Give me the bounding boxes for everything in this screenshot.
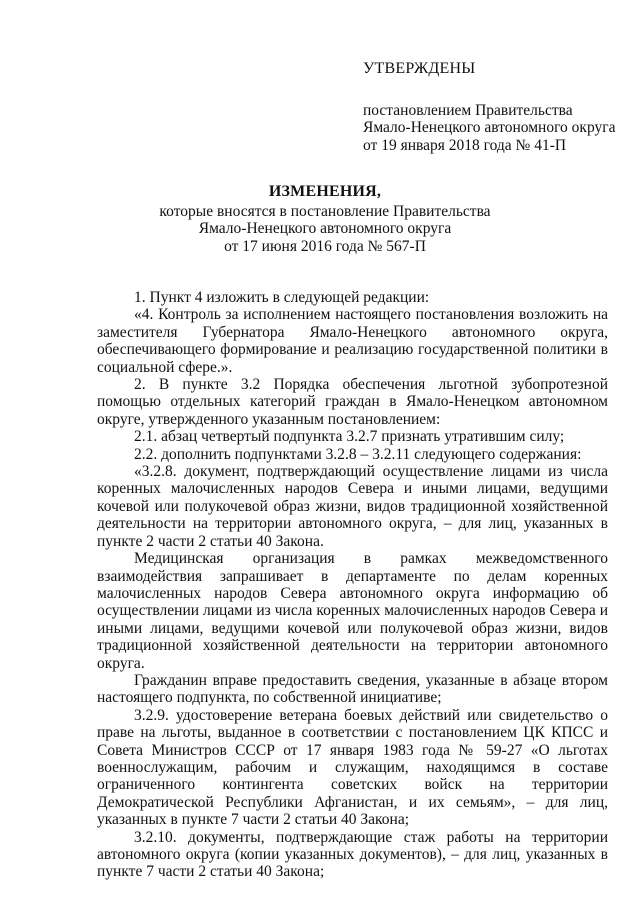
title-line-1: которые вносятся в постановление Правительства	[159, 202, 491, 220]
paragraph-4: 2.1. абзац четвертый подпункта 3.2.7 признать утратившим силу;	[134, 428, 565, 446]
approval-line-3: от 19 января 2018 года № 41-П	[363, 136, 567, 154]
title-main: ИЗМЕНЕНИЯ,	[268, 183, 382, 200]
paragraph-10: 3.2.10. документы, подтверждающие стаж работы на территории автономного округа (копии указанных документов), – для лиц, указанных в пункте 7 части 2 статьи 40 Закона;	[97, 828, 608, 881]
paragraph-6: «3.2.8. документ, подтверждающий осуществление лицами из числа коренных малочисленных народов Севера и иными лицами, ведущими кочевой или полукочевой образ жизни, видов традиционной хозяйственной деятельности на территории автономного округа, – для лиц, указанных в пункте 2 части 2 статьи 40 Закона.	[97, 463, 608, 550]
approval-heading: УТВЕРЖДЕНЫ	[363, 60, 476, 77]
paragraph-5: 2.2. дополнить подпунктами 3.2.8 – 3.2.11 следующего содержания:	[134, 445, 582, 463]
title-line-2: Ямало-Ненецкого автономного округа	[198, 220, 452, 237]
paragraph-2: «4. Контроль за исполнением настоящего постановления возложить на заместителя Губернатора Ямало-Ненецкого автономного округа, обеспечивающего формирование и реализацию государственной политики в социальной сфере.».	[97, 306, 608, 376]
paragraph-3: 2. В пункте 3.2 Порядка обеспечения льготной зубопротезной помощью отдельных категорий граждан в Ямало-Ненецком автономном округе, утвержденного указанным постановлением:	[97, 376, 608, 428]
paragraph-9: 3.2.9. удостоверение ветерана боевых действий или свидетельство о праве на льготы, выданное в соответствии с постановлением ЦК КПСС и Совета Министров СССР от 17 января 1983 года № 59-27 «О льготах военнослужащим, рабочим и служащим, находящимся в составе ограниченного контингента советских войск на территории Демократической Республики Афганистан, и их семьям», – для лиц, указанных в пункте 7 части 2 статьи 40 Закона;	[97, 706, 608, 829]
paragraph-8: Гражданин вправе предоставить сведения, указанные в абзаце втором настоящего подпункта, по собственной инициативе;	[97, 671, 608, 707]
approval-line-1: постановлением Правительства	[363, 101, 573, 119]
document-body	[97, 289, 608, 881]
paragraph-1: 1. Пункт 4 изложить в следующей редакции:	[134, 289, 430, 306]
title-line-3: от 17 июня 2016 года № 567-П	[224, 237, 426, 255]
document-title	[80, 183, 570, 255]
approval-line-2: Ямало-Ненецкого автономного округа	[363, 119, 616, 136]
approval-block	[363, 60, 623, 154]
paragraph-7: Медицинская организация в рамках межведомственного взаимодействия запрашивает в департаменте по делам коренных малочисленных народов Севера автономного округа информацию об осуществлении лицами из числа коренных малочисленных народов Севера и иными лицами, ведущими кочевой или полукочевой образ жизни, видов традиционной хозяйственной деятельности на территории автономного округа.	[97, 550, 608, 672]
